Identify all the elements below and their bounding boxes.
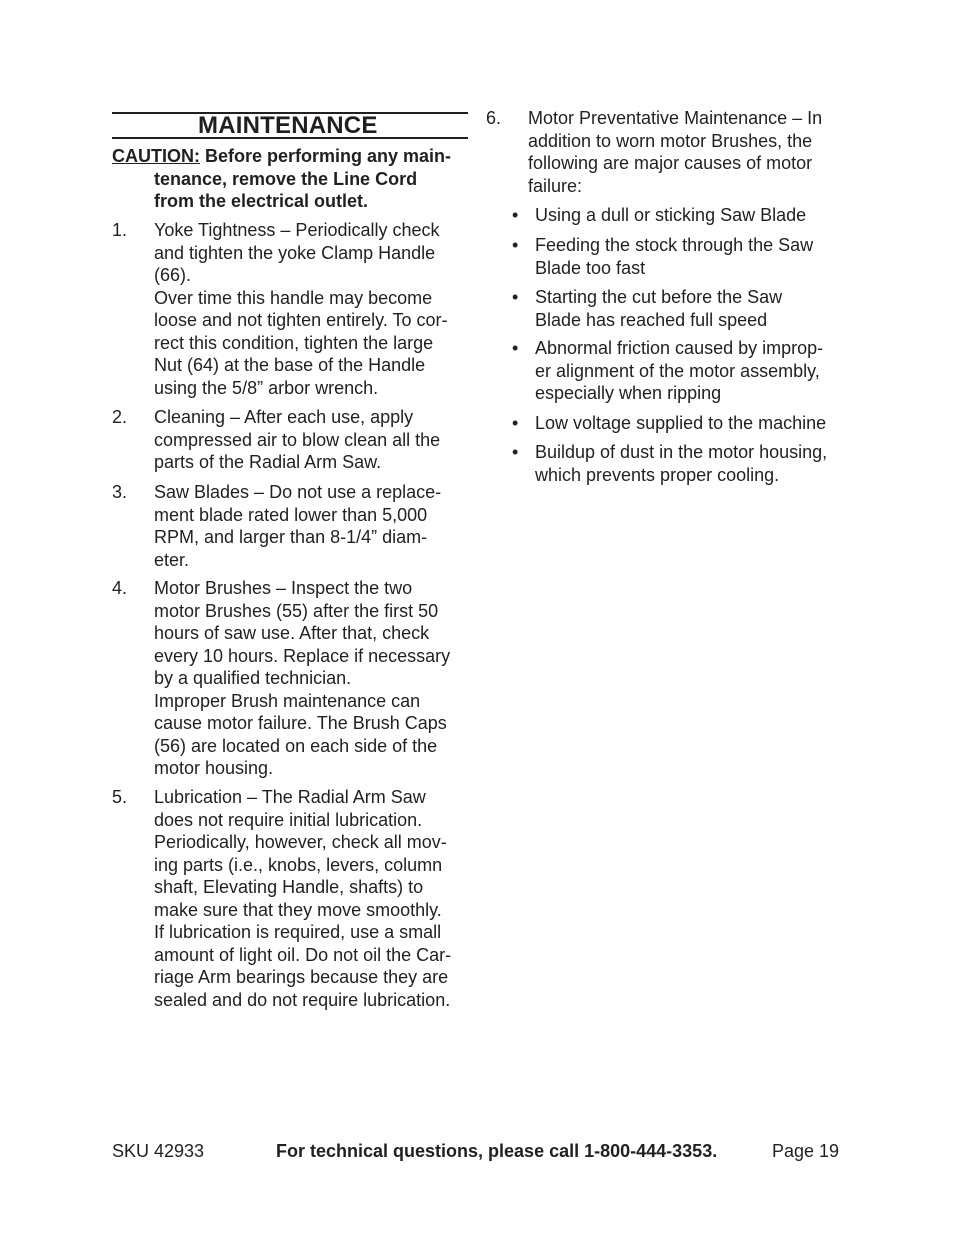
item-number: 4. xyxy=(112,578,128,598)
item-4-line: Improper Brush maintenance can xyxy=(154,690,421,711)
item-6-line: following are major causes of motor xyxy=(528,153,813,173)
footer-sku: SKU 42933 xyxy=(112,1141,205,1161)
item-1-line: (66). xyxy=(154,265,192,285)
bullet-line: Blade too fast xyxy=(535,257,646,278)
section-heading xyxy=(112,112,468,139)
item-number: 3. xyxy=(112,482,128,502)
item-1-line: rect this condition, tighten the large xyxy=(154,332,434,353)
item-4-line: motor Brushes (55) after the first 50 xyxy=(154,600,439,621)
bullet-line: Feeding the stock through the Saw xyxy=(535,235,814,255)
bullet-icon: • xyxy=(512,205,519,225)
bullet-line: er alignment of the motor assembly, xyxy=(535,360,820,381)
item-1-line: Yoke Tightness – Periodically check xyxy=(154,220,440,240)
item-5-line: make sure that they move smoothly. xyxy=(154,899,442,920)
item-number: 1. xyxy=(112,220,128,240)
caution-line-2: tenance, remove the Line Cord xyxy=(154,168,418,189)
item-2-line: Cleaning – After each use, apply xyxy=(154,407,414,427)
bullet-line: Starting the cut before the Saw xyxy=(535,287,783,307)
item-5-line: shaft, Elevating Handle, shafts) to xyxy=(154,877,424,897)
item-4-line: cause motor failure. The Brush Caps xyxy=(154,713,447,733)
item-2-line: parts of the Radial Arm Saw. xyxy=(154,452,382,472)
item-3-line: ment blade rated lower than 5,000 xyxy=(154,504,428,525)
item-4-line: motor housing. xyxy=(154,758,274,778)
bullet-line: Using a dull or sticking Saw Blade xyxy=(535,205,807,225)
bullet-icon: • xyxy=(512,287,519,307)
bullet-line: Abnormal friction caused by improp- xyxy=(535,338,824,358)
item-5-line: Periodically, however, check all mov- xyxy=(154,832,447,852)
bullet-line: Blade has reached full speed xyxy=(535,309,768,330)
item-5-line: does not require initial lubrication. xyxy=(154,809,423,830)
caution-note xyxy=(112,145,472,213)
item-6-line: Motor Preventative Maintenance – In xyxy=(528,108,823,128)
bullet-line: especially when ripping xyxy=(535,383,722,403)
item-4-line: (56) are located on each side of the xyxy=(154,735,438,756)
bullet-line: Buildup of dust in the motor housing, xyxy=(535,442,828,462)
item-5-line: If lubrication is required, use a small xyxy=(154,922,442,942)
item-5-line: amount of light oil. Do not oil the Car- xyxy=(154,944,452,965)
section-title: MAINTENANCE xyxy=(198,112,378,139)
item-6-line: addition to worn motor Brushes, the xyxy=(528,130,813,151)
item-5-line: riage Arm bearings because they are xyxy=(154,967,449,987)
item-5-line: sealed and do not require lubrication. xyxy=(154,989,451,1010)
bullet-icon: • xyxy=(512,235,519,255)
item-4-line: by a qualified technician. xyxy=(154,668,352,688)
caution-line-3: from the electrical outlet. xyxy=(154,191,369,211)
item-4-line: Motor Brushes – Inspect the two xyxy=(154,578,413,598)
item-4-line: hours of saw use. After that, check xyxy=(154,623,430,643)
item-6-line: failure: xyxy=(528,175,583,196)
item-number: 5. xyxy=(112,787,128,807)
bullet-icon: • xyxy=(512,338,519,358)
caution-line-1: Before performing any main- xyxy=(200,146,452,166)
item-number: 6. xyxy=(486,108,502,128)
item-1-line: loose and not tighten entirely. To cor- xyxy=(154,310,448,330)
item-5-line: Lubrication – The Radial Arm Saw xyxy=(154,787,426,807)
item-3-line: eter. xyxy=(154,549,190,570)
bullet-icon: • xyxy=(512,413,519,433)
item-5-line: ing parts (i.e., knobs, levers, column xyxy=(154,854,443,875)
item-1-line: using the 5/8” arbor wrench. xyxy=(154,377,379,398)
item-1-line: and tighten the yoke Clamp Handle xyxy=(154,242,436,263)
item-3-line: Saw Blades – Do not use a replace- xyxy=(154,482,442,502)
bullet-line: which prevents proper cooling. xyxy=(535,464,780,485)
caution-label: CAUTION: xyxy=(112,146,200,166)
item-3-line: RPM, and larger than 8-1/4” diam- xyxy=(154,527,428,547)
bullet-icon: • xyxy=(512,442,519,462)
item-4-line: every 10 hours. Replace if necessary xyxy=(154,645,451,666)
bullet-line: Low voltage supplied to the machine xyxy=(535,413,827,433)
item-2-line: compressed air to blow clean all the xyxy=(154,429,441,450)
footer-tech-support: For technical questions, please call 1-800-444-3353. xyxy=(276,1141,718,1161)
item-1-line: Over time this handle may become xyxy=(154,287,433,308)
footer-page-number: Page 19 xyxy=(772,1141,840,1161)
item-1-line: Nut (64) at the base of the Handle xyxy=(154,355,426,375)
item-number: 2. xyxy=(112,407,128,427)
